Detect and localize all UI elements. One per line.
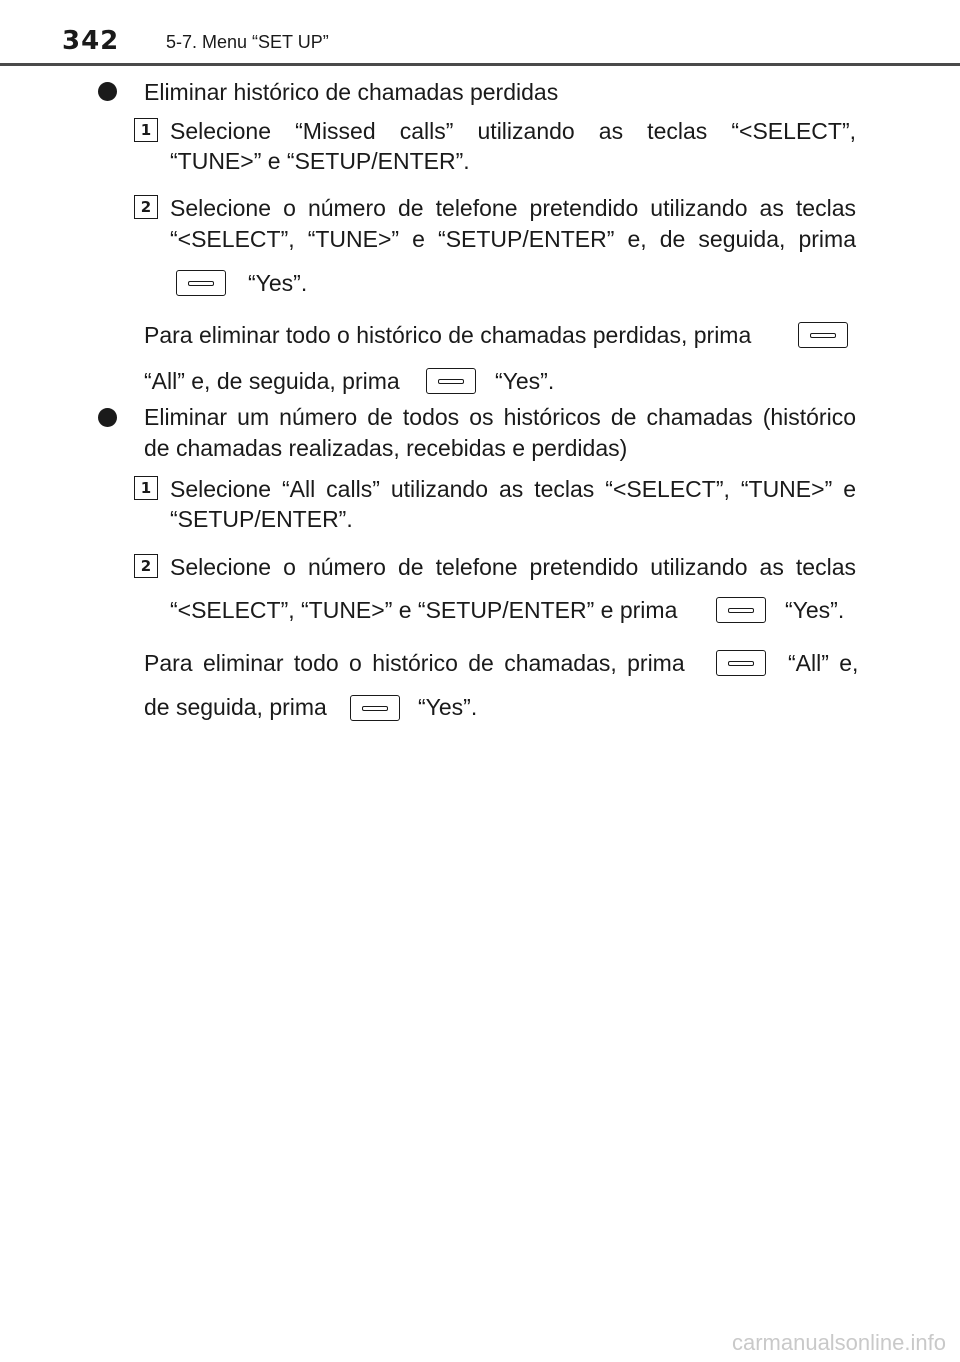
block1-step2-line3: “Yes”. (248, 270, 308, 296)
softkey-button-icon (798, 322, 848, 348)
block2-step2-line1: Selecione o número de telefone pretendido utilizando as teclas (170, 554, 856, 580)
page-header (0, 0, 960, 66)
block2-step2-line2b: “Yes”. (785, 597, 845, 623)
block2-heading-line1: Eliminar um número de todos os históricos de chamadas (histórico (144, 404, 856, 430)
softkey-button-icon (716, 650, 766, 676)
block1-step1-line1: Selecione “Missed calls” utilizando as teclas “<SELECT”, (170, 118, 856, 144)
block1-note-line1: Para eliminar todo o histórico de chamadas perdidas, prima (144, 322, 752, 348)
block1-step2-line1: Selecione o número de telefone pretendido utilizando as teclas (170, 195, 856, 221)
step-2-badge: 2 (134, 554, 158, 578)
step-2-badge: 2 (134, 195, 158, 219)
block1-heading: Eliminar histórico de chamadas perdidas (144, 79, 559, 105)
block2-heading-line2: de chamadas realizadas, recebidas e perdidas) (144, 435, 628, 461)
watermark: carmanualsonline.info (731, 1330, 946, 1355)
bullet-icon (98, 408, 117, 427)
page-number: 342 (62, 26, 120, 56)
block1-step1-line2: “TUNE>” e “SETUP/ENTER”. (170, 148, 470, 174)
block2-step1-line2: “SETUP/ENTER”. (170, 506, 353, 532)
block1-step2-line2: “<SELECT”, “TUNE>” e “SETUP/ENTER” e, de seguida, prima (170, 226, 856, 252)
block2-step1-line1: Selecione “All calls” utilizando as teclas “<SELECT”, “TUNE>” e (170, 476, 856, 502)
softkey-button-icon (350, 695, 400, 721)
softkey-button-icon (176, 270, 226, 296)
block1-note-line2b: “Yes”. (495, 368, 555, 394)
block2-note-line1b: “All” e, (788, 650, 859, 676)
block2-step2-line2a: “<SELECT”, “TUNE>” e “SETUP/ENTER” e prima (170, 597, 678, 623)
block2-note-line2a: de seguida, prima (144, 694, 327, 720)
block2-note-line2b: “Yes”. (418, 694, 478, 720)
header-rule (0, 63, 960, 66)
block1-note-line2a: “All” e, de seguida, prima (144, 368, 400, 394)
softkey-button-icon (716, 597, 766, 623)
softkey-button-icon (426, 368, 476, 394)
block2-note-line1a: Para eliminar todo o histórico de chamadas, prima (144, 650, 685, 676)
section-title: 5-7. Menu “SET UP” (166, 32, 329, 52)
bullet-icon (98, 82, 117, 101)
step-1-badge: 1 (134, 118, 158, 142)
step-1-badge: 1 (134, 476, 158, 500)
